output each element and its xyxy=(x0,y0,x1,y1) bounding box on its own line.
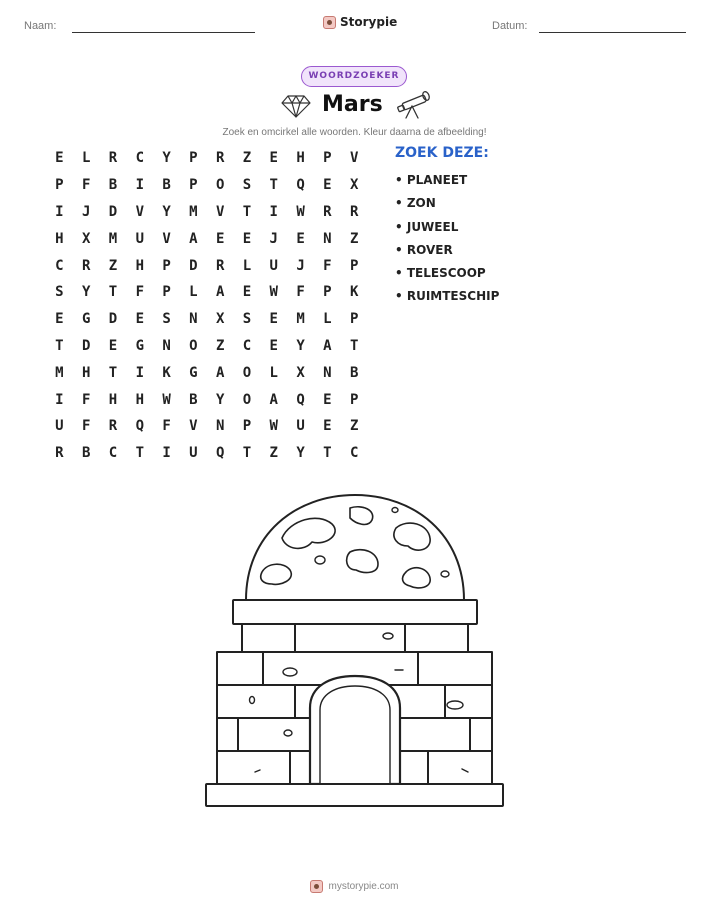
name-line xyxy=(72,32,255,33)
grid-cell[interactable]: G xyxy=(135,337,144,354)
letter-grid xyxy=(46,145,368,467)
grid-cell[interactable]: T xyxy=(108,284,118,301)
grid-cell[interactable]: P xyxy=(189,177,198,194)
grid-cell[interactable]: R xyxy=(215,257,225,274)
observatory-illustration xyxy=(200,490,510,810)
grid-cell[interactable]: B xyxy=(162,177,171,194)
grid-cell[interactable]: P xyxy=(55,177,64,194)
grid-cell[interactable]: L xyxy=(81,150,91,167)
grid-cell[interactable]: J xyxy=(269,230,278,247)
grid-cell[interactable]: J xyxy=(296,257,305,274)
date-line xyxy=(539,32,686,33)
grid-cell[interactable]: K xyxy=(349,284,359,301)
brand-name: Storypie xyxy=(340,15,398,29)
grid-cell[interactable]: L xyxy=(269,364,278,381)
grid-cell[interactable]: U xyxy=(55,418,64,435)
grid-cell[interactable]: L xyxy=(189,284,198,301)
grid-cell[interactable]: Z xyxy=(269,445,278,462)
grid-cell[interactable]: D xyxy=(108,203,118,220)
grid-cell[interactable]: Z xyxy=(215,337,225,354)
grid-cell[interactable]: T xyxy=(323,445,332,462)
date-label: Datum: xyxy=(492,20,528,32)
grid-cell[interactable]: F xyxy=(323,257,332,274)
grid-cell[interactable]: D xyxy=(189,257,198,274)
grid-cell[interactable]: Y xyxy=(162,150,171,167)
grid-cell[interactable]: V xyxy=(215,203,225,220)
grid-cell[interactable]: N xyxy=(215,418,225,435)
grid-cell[interactable]: C xyxy=(108,445,118,462)
word-list-item: • TELESCOOP xyxy=(395,266,486,281)
grid-cell[interactable]: E xyxy=(135,311,144,328)
grid-cell[interactable]: H xyxy=(135,257,144,274)
grid-cell[interactable]: D xyxy=(81,337,91,354)
grid-cell[interactable]: P xyxy=(242,418,252,435)
grid-cell[interactable]: P xyxy=(162,257,171,274)
grid-cell[interactable]: E xyxy=(108,337,118,354)
grid-cell[interactable]: F xyxy=(81,177,91,194)
grid-cell[interactable]: N xyxy=(162,337,171,354)
grid-cell[interactable]: V xyxy=(189,418,198,435)
grid-cell[interactable]: T xyxy=(269,177,278,194)
grid-cell[interactable]: E xyxy=(215,230,225,247)
grid-cell[interactable]: F xyxy=(296,284,305,301)
grid-cell[interactable]: W xyxy=(162,391,171,408)
grid-cell[interactable]: A xyxy=(323,337,332,354)
grid-cell[interactable]: E xyxy=(242,284,252,301)
grid-cell[interactable]: E xyxy=(323,418,332,435)
brand-logo xyxy=(323,15,397,29)
grid-cell[interactable]: B xyxy=(108,177,118,194)
page-title: Mars xyxy=(322,92,383,117)
grid-cell[interactable]: M xyxy=(296,311,305,328)
grid-cell[interactable]: X xyxy=(81,230,91,247)
grid-cell[interactable]: O xyxy=(242,391,252,408)
grid-cell[interactable]: T xyxy=(135,445,144,462)
grid-cell[interactable]: H xyxy=(135,391,144,408)
grid-cell[interactable]: I xyxy=(135,177,144,194)
grid-cell[interactable]: S xyxy=(242,311,252,328)
word-list-title: ZOEK DEZE: xyxy=(395,145,489,161)
grid-cell[interactable]: G xyxy=(81,311,91,328)
grid-cell[interactable]: F xyxy=(81,418,91,435)
grid-cell[interactable]: T xyxy=(242,203,252,220)
grid-cell[interactable]: U xyxy=(269,257,278,274)
grid-cell[interactable]: A xyxy=(215,284,225,301)
word-list-item: • ZON xyxy=(395,196,436,211)
grid-cell[interactable]: U xyxy=(135,230,144,247)
worksheet-type-badge: WOORDZOEKER xyxy=(301,66,407,87)
grid-cell[interactable]: S xyxy=(242,177,252,194)
grid-cell[interactable]: F xyxy=(135,284,144,301)
word-list xyxy=(395,170,499,310)
grid-cell[interactable]: W xyxy=(269,284,278,301)
instructions: Zoek en omcirkel alle woorden. Kleur daarna de afbeelding! xyxy=(222,127,487,138)
grid-cell[interactable]: E xyxy=(323,391,332,408)
grid-cell[interactable]: Z xyxy=(349,230,359,247)
grid-cell[interactable]: E xyxy=(269,337,278,354)
footer xyxy=(0,880,709,893)
grid-cell[interactable]: I xyxy=(55,391,64,408)
grid-cell[interactable]: B xyxy=(189,391,198,408)
grid-cell[interactable]: R xyxy=(81,257,91,274)
grid-cell[interactable]: K xyxy=(162,364,171,381)
grid-cell[interactable]: H xyxy=(55,230,64,247)
grid-cell[interactable]: I xyxy=(269,203,278,220)
grid-cell[interactable]: Q xyxy=(296,177,305,194)
grid-cell[interactable]: C xyxy=(349,445,359,462)
grid-cell[interactable]: E xyxy=(296,230,305,247)
grid-cell[interactable]: B xyxy=(81,445,91,462)
word-list-item: • JUWEEL xyxy=(395,219,459,234)
grid-cell[interactable]: G xyxy=(189,364,198,381)
grid-cell[interactable]: E xyxy=(242,230,252,247)
grid-cell[interactable]: M xyxy=(108,230,118,247)
grid-cell[interactable]: R xyxy=(215,150,225,167)
storypie-logo-icon xyxy=(310,880,323,893)
word-list-item: • ROVER xyxy=(395,242,453,257)
grid-cell[interactable]: X xyxy=(215,311,225,328)
grid-cell[interactable]: H xyxy=(81,364,91,381)
grid-cell[interactable]: O xyxy=(189,337,198,354)
grid-cell[interactable]: N xyxy=(323,364,332,381)
grid-cell[interactable]: P xyxy=(162,284,171,301)
grid-cell[interactable]: D xyxy=(108,311,118,328)
grid-cell[interactable]: M xyxy=(189,203,198,220)
grid-cell[interactable]: Y xyxy=(162,203,171,220)
grid-cell[interactable]: Q xyxy=(135,418,144,435)
grid-cell[interactable]: R xyxy=(323,203,332,220)
grid-cell[interactable]: P xyxy=(349,311,359,328)
grid-cell[interactable]: T xyxy=(349,337,359,354)
grid-cell[interactable]: M xyxy=(55,364,64,381)
grid-cell[interactable]: C xyxy=(135,150,144,167)
grid-cell[interactable]: A xyxy=(215,364,225,381)
grid-cell[interactable]: S xyxy=(55,284,64,301)
grid-cell[interactable]: X xyxy=(349,177,359,194)
grid-cell[interactable]: B xyxy=(349,364,359,381)
grid-cell[interactable]: O xyxy=(215,177,225,194)
grid-cell[interactable]: I xyxy=(135,364,144,381)
grid-cell[interactable]: R xyxy=(349,203,359,220)
grid-cell[interactable]: A xyxy=(189,230,198,247)
grid-cell[interactable]: F xyxy=(162,418,171,435)
grid-cell[interactable]: F xyxy=(81,391,91,408)
grid-cell[interactable]: A xyxy=(269,391,278,408)
grid-cell[interactable]: I xyxy=(162,445,171,462)
grid-cell[interactable]: L xyxy=(242,257,252,274)
grid-cell[interactable]: Y xyxy=(296,337,305,354)
grid-cell[interactable]: Z xyxy=(242,150,252,167)
name-label: Naam: xyxy=(24,20,57,32)
telescope-icon xyxy=(396,90,432,120)
grid-cell[interactable]: U xyxy=(296,418,305,435)
grid-cell[interactable]: N xyxy=(323,230,332,247)
grid-cell[interactable]: N xyxy=(189,311,198,328)
grid-cell[interactable]: C xyxy=(55,257,64,274)
diamond-icon xyxy=(281,94,311,118)
grid-cell[interactable]: W xyxy=(296,203,305,220)
grid-cell[interactable]: V xyxy=(162,230,171,247)
grid-cell[interactable]: E xyxy=(269,150,278,167)
grid-cell[interactable]: Z xyxy=(108,257,118,274)
grid-cell[interactable]: P xyxy=(349,257,359,274)
grid-cell[interactable]: W xyxy=(269,418,278,435)
grid-cell[interactable]: T xyxy=(55,337,64,354)
grid-cell[interactable]: E xyxy=(55,311,64,328)
grid-cell[interactable]: Q xyxy=(215,445,225,462)
grid-cell[interactable]: Z xyxy=(349,418,359,435)
grid-cell[interactable]: P xyxy=(323,284,332,301)
grid-cell[interactable]: V xyxy=(349,150,359,167)
grid-cell[interactable]: L xyxy=(323,311,332,328)
grid-cell[interactable]: J xyxy=(81,203,91,220)
storypie-logo-icon xyxy=(323,16,336,29)
grid-cell[interactable]: O xyxy=(242,364,252,381)
grid-cell[interactable]: P xyxy=(323,150,332,167)
grid-cell[interactable]: P xyxy=(189,150,198,167)
word-list-item: • RUIMTESCHIP xyxy=(395,289,500,304)
grid-cell[interactable]: E xyxy=(323,177,332,194)
grid-cell[interactable]: H xyxy=(296,150,305,167)
footer-url: mystorypie.com xyxy=(328,881,399,892)
grid-cell[interactable]: U xyxy=(189,445,198,462)
grid-cell[interactable]: H xyxy=(108,391,118,408)
grid-cell[interactable]: R xyxy=(108,150,118,167)
grid-cell[interactable]: I xyxy=(55,203,64,220)
grid-cell[interactable]: Q xyxy=(296,391,305,408)
grid-cell[interactable]: R xyxy=(55,445,64,462)
grid-cell[interactable]: C xyxy=(242,337,252,354)
grid-cell[interactable]: Y xyxy=(81,284,91,301)
grid-cell[interactable]: S xyxy=(162,311,171,328)
grid-cell[interactable]: T xyxy=(242,445,252,462)
grid-cell[interactable]: T xyxy=(108,364,118,381)
grid-cell[interactable]: E xyxy=(55,150,64,167)
grid-cell[interactable]: Y xyxy=(296,445,305,462)
grid-cell[interactable]: E xyxy=(269,311,278,328)
grid-cell[interactable]: V xyxy=(135,203,144,220)
grid-cell[interactable]: P xyxy=(349,391,359,408)
grid-cell[interactable]: Y xyxy=(215,391,225,408)
grid-cell[interactable]: R xyxy=(108,418,118,435)
grid-cell[interactable]: X xyxy=(296,364,305,381)
word-list-item: • PLANEET xyxy=(395,173,468,187)
